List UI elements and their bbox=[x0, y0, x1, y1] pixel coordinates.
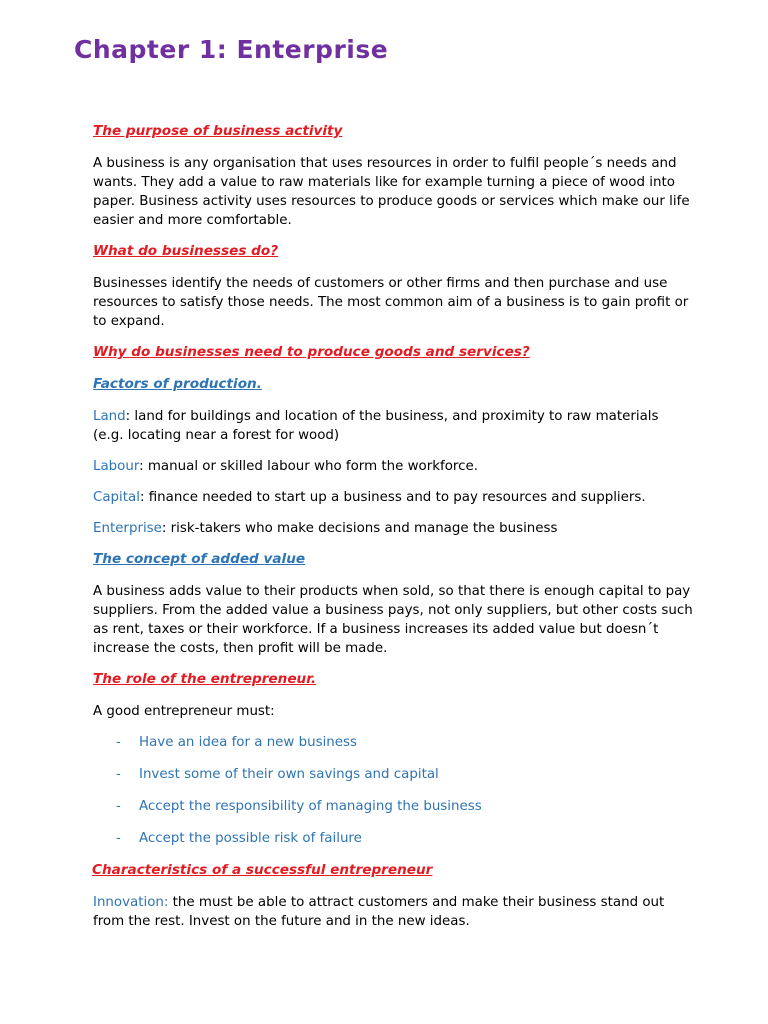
factor-enterprise-term: Enterprise bbox=[93, 521, 162, 536]
factor-enterprise bbox=[93, 519, 693, 538]
list-item-text: Have an idea for a new business bbox=[139, 735, 357, 750]
factor-land-text: : land for buildings and location of the business, and proximity to raw materials (e.g. locating near a forest for wood) bbox=[93, 409, 659, 443]
list-item bbox=[93, 733, 693, 752]
bullet-dash: - bbox=[116, 735, 121, 750]
factor-land-term: Land bbox=[93, 409, 126, 424]
factor-labour-term: Labour bbox=[93, 459, 140, 474]
entrepreneur-list bbox=[93, 733, 693, 848]
list-item-text: Invest some of their own savings and capital bbox=[139, 767, 439, 782]
characteristic-innovation-term: Innovation: bbox=[93, 895, 169, 910]
factor-land bbox=[93, 407, 693, 445]
list-item bbox=[93, 765, 693, 784]
heading-purpose: The purpose of business activity bbox=[93, 123, 343, 139]
list-item bbox=[93, 829, 693, 848]
heading-added-value: The concept of added value bbox=[93, 551, 306, 567]
heading-factors-of-production: Factors of production. bbox=[93, 376, 262, 392]
factor-enterprise-text: : risk-takers who make decisions and manage the business bbox=[161, 521, 558, 536]
heading-role-of-entrepreneur: The role of the entrepreneur. bbox=[93, 671, 317, 687]
bullet-dash: - bbox=[116, 799, 121, 814]
factor-capital bbox=[93, 488, 693, 507]
factor-labour-text: : manual or skilled labour who form the workforce. bbox=[139, 459, 478, 474]
factor-labour bbox=[93, 457, 693, 476]
document-body bbox=[93, 122, 693, 943]
factor-capital-term: Capital bbox=[93, 490, 140, 505]
list-item-text: Accept the responsibility of managing the business bbox=[139, 799, 482, 814]
bullet-dash: - bbox=[116, 767, 121, 782]
heading-characteristics: Characteristics of a successful entrepreneur bbox=[92, 862, 433, 878]
heading-why-produce: Why do businesses need to produce goods and services? bbox=[93, 344, 530, 360]
page-title: Chapter 1: Enterprise bbox=[74, 35, 389, 64]
paragraph-purpose: A business is any organisation that uses resources in order to fulfil people´s needs and wants. They add a value to raw materials like for example turning a piece of wood into paper. Business activity uses resources to produce goods or services which make our life easier and more comfortable. bbox=[93, 156, 690, 228]
paragraph-added-value: A business adds value to their products when sold, so that there is enough capital to pay suppliers. From the added value a business pays, not only suppliers, but other costs such as rent, taxes or their workforce. If a business increases its added value but doesn´t increase the costs, then profit will be made. bbox=[93, 584, 693, 656]
characteristic-innovation bbox=[93, 893, 693, 931]
factor-capital-text: : finance needed to start up a business and to pay resources and suppliers. bbox=[139, 490, 646, 505]
list-item bbox=[93, 797, 693, 816]
heading-what-do-businesses-do: What do businesses do? bbox=[93, 243, 279, 259]
paragraph-entrepreneur-intro: A good entrepreneur must: bbox=[93, 704, 275, 719]
characteristic-innovation-text: the must be able to attract customers and make their business stand out from the rest. Invest on the future and in the new ideas. bbox=[93, 895, 665, 929]
list-item-text: Accept the possible risk of failure bbox=[139, 831, 362, 846]
paragraph-what-do-businesses-do: Businesses identify the needs of customers or other firms and then purchase and use resources to satisfy those needs. The most common aim of a business is to gain profit or to expand. bbox=[93, 276, 689, 329]
bullet-dash: - bbox=[116, 831, 121, 846]
